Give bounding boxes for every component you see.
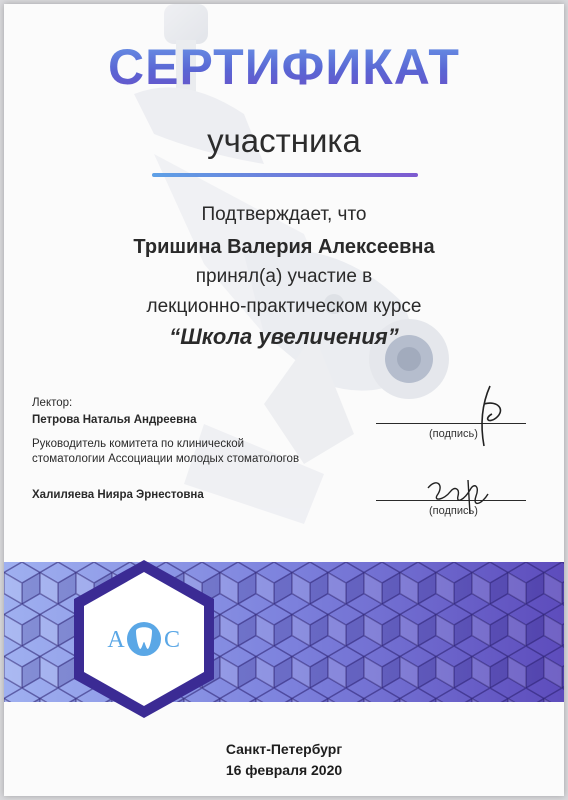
confirm-text: Подтверждает, что xyxy=(201,204,367,225)
committee-head-title: Руководитель комитета по клинической стоматологии Ассоциации молодых стоматологов xyxy=(32,438,300,465)
committee-head-name: Халиляева Нияра Эрнестовна xyxy=(32,489,204,501)
participation-text: принял(а) участие в xyxy=(195,266,373,287)
certificate-subtitle: участника xyxy=(207,122,361,159)
course-name: “Школа увеличения” xyxy=(169,324,399,349)
certificate-sheet xyxy=(4,4,564,796)
logo-letter-right: С xyxy=(163,627,181,653)
footer-date: 16 февраля 2020 xyxy=(225,762,343,778)
head-signature xyxy=(424,474,504,519)
recipient-name: Тришина Валерия Алексеевна xyxy=(133,236,435,258)
lecturer-signature-caption: (подпись) xyxy=(429,428,478,440)
lecturer-name: Петрова Наталья Андреевна xyxy=(32,414,197,426)
lecturer-label: Лектор: xyxy=(32,397,73,409)
certificate-title: СЕРТИФИКАТ xyxy=(4,38,564,96)
association-logo xyxy=(64,554,224,724)
logo-letter-left: А xyxy=(107,627,125,653)
footer-city: Санкт-Петербург xyxy=(225,741,343,757)
lecturer-signature xyxy=(472,384,512,454)
head-signature-caption: (подпись) xyxy=(429,505,478,517)
title-divider xyxy=(152,173,418,177)
course-type: лекционно-практическом курсе xyxy=(146,296,422,317)
